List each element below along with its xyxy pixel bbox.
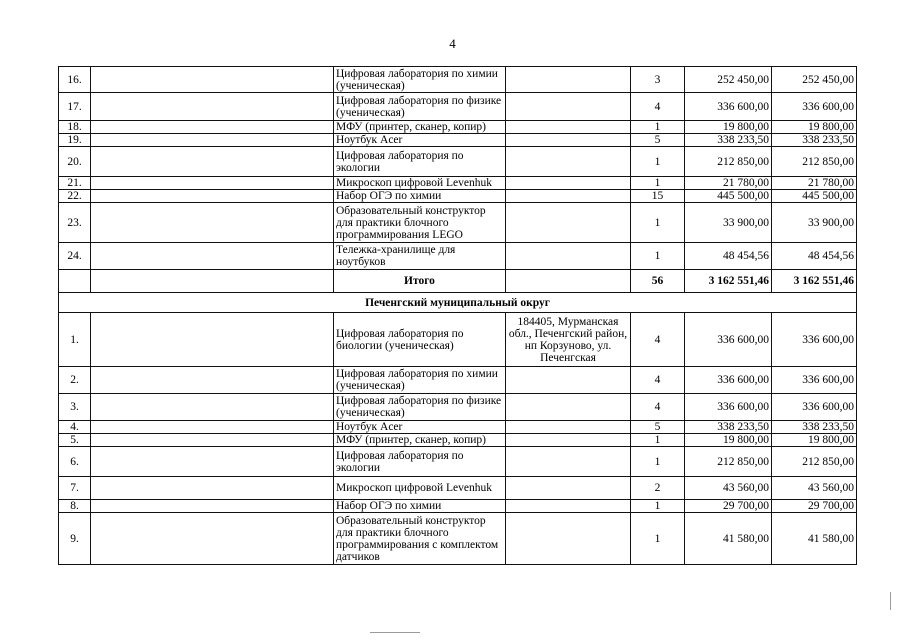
item-sum: 336 600,00 [772,93,857,121]
item-price: 338 233,50 [685,421,772,434]
item-price: 33 900,00 [685,203,772,243]
item-quantity: 4 [631,93,685,121]
table-row [59,367,857,394]
empty-cell [506,434,631,447]
empty-cell [506,447,631,477]
item-sum: 41 580,00 [772,513,857,565]
item-price: 338 233,50 [685,134,772,147]
item-quantity: 5 [631,134,685,147]
page-number: 4 [449,36,456,51]
item-quantity: 1 [631,203,685,243]
item-price: 336 600,00 [685,367,772,394]
item-price: 336 600,00 [685,93,772,121]
item-quantity: 1 [631,500,685,513]
item-name: МФУ (принтер, сканер, копир) [334,434,506,447]
item-quantity: 1 [631,243,685,270]
table-row [59,134,857,147]
item-quantity: 4 [631,367,685,394]
item-price: 252 450,00 [685,67,772,93]
empty-cell [91,367,334,394]
address-cell [506,190,631,203]
section-header-row [59,293,857,313]
item-price: 19 800,00 [685,434,772,447]
empty-cell [506,270,631,293]
item-quantity: 4 [631,313,685,367]
table-row [59,513,857,565]
item-sum: 48 454,56 [772,243,857,270]
table-row [59,394,857,421]
empty-cell [91,243,334,270]
item-sum: 212 850,00 [772,447,857,477]
empty-cell [506,513,631,565]
table-row [59,313,857,367]
item-price: 29 700,00 [685,500,772,513]
address-cell [506,243,631,270]
address-cell [506,121,631,134]
item-sum: 19 800,00 [772,121,857,134]
item-price: 21 780,00 [685,177,772,190]
address-cell [506,93,631,121]
item-sum: 336 600,00 [772,313,857,367]
empty-cell [91,477,334,500]
row-number: 2. [59,367,91,394]
item-price: 336 600,00 [685,394,772,421]
table-row [59,477,857,500]
table-row [59,190,857,203]
table-row [59,434,857,447]
row-number: 18. [59,121,91,134]
item-name: Цифровая лаборатория по химии (ученическая) [334,367,506,394]
item-name: Образовательный конструктор для практики блочного программирования LEGO [334,203,506,243]
item-name: Набор ОГЭ по химии [334,500,506,513]
row-number: 3. [59,394,91,421]
empty-cell [91,147,334,177]
address-cell [506,134,631,147]
row-number: 4. [59,421,91,434]
item-name: Ноутбук Acer [334,421,506,434]
empty-cell [91,421,334,434]
item-quantity: 1 [631,121,685,134]
row-number: 21. [59,177,91,190]
row-number: 1. [59,313,91,367]
row-number: 8. [59,500,91,513]
item-quantity: 1 [631,434,685,447]
empty-cell [91,177,334,190]
item-quantity: 4 [631,394,685,421]
row-number: 9. [59,513,91,565]
empty-cell [91,67,334,93]
item-quantity: 1 [631,177,685,190]
item-sum: 21 780,00 [772,177,857,190]
item-sum: 33 900,00 [772,203,857,243]
empty-cell [91,500,334,513]
item-sum: 338 233,50 [772,134,857,147]
item-sum: 338 233,50 [772,421,857,434]
item-sum: 29 700,00 [772,500,857,513]
item-sum: 336 600,00 [772,394,857,421]
empty-cell [59,270,91,293]
empty-cell [91,190,334,203]
item-price: 212 850,00 [685,447,772,477]
item-sum: 445 500,00 [772,190,857,203]
item-name: Микроскоп цифровой Levenhuk [334,177,506,190]
address-cell [506,177,631,190]
empty-cell [506,477,631,500]
empty-cell [91,270,334,293]
item-price: 41 580,00 [685,513,772,565]
item-price: 43 560,00 [685,477,772,500]
row-number: 5. [59,434,91,447]
item-name: Цифровая лаборатория по физике (ученическая) [334,93,506,121]
item-name: Цифровая лаборатория по биологии (ученическая) [334,313,506,367]
empty-cell [91,134,334,147]
item-sum: 19 800,00 [772,434,857,447]
empty-cell [91,434,334,447]
table-row [59,243,857,270]
item-quantity: 1 [631,513,685,565]
row-number: 22. [59,190,91,203]
row-number: 19. [59,134,91,147]
table-row [59,203,857,243]
item-name: МФУ (принтер, сканер, копир) [334,121,506,134]
total-sum: 3 162 551,46 [772,270,857,293]
item-price: 19 800,00 [685,121,772,134]
total-price: 3 162 551,46 [685,270,772,293]
empty-cell [506,421,631,434]
address-cell [506,67,631,93]
empty-cell [506,394,631,421]
item-price: 336 600,00 [685,313,772,367]
item-name: Микроскоп цифровой Levenhuk [334,477,506,500]
address-cell [506,203,631,243]
item-name: Цифровая лаборатория по химии (ученическая) [334,67,506,93]
empty-cell [91,513,334,565]
item-price: 445 500,00 [685,190,772,203]
total-label: Итого [334,270,506,293]
row-number: 17. [59,93,91,121]
row-number: 6. [59,447,91,477]
item-name: Цифровая лаборатория по экологии [334,447,506,477]
row-number: 20. [59,147,91,177]
empty-cell [506,367,631,394]
item-price: 48 454,56 [685,243,772,270]
item-sum: 252 450,00 [772,67,857,93]
empty-cell [91,121,334,134]
total-quantity: 56 [631,270,685,293]
scan-edge-mark [890,592,891,610]
item-sum: 336 600,00 [772,367,857,394]
total-row [59,270,857,293]
empty-cell [91,394,334,421]
table-row [59,67,857,93]
item-sum: 43 560,00 [772,477,857,500]
item-name: Цифровая лаборатория по экологии [334,147,506,177]
row-number: 23. [59,203,91,243]
address-cell [506,147,631,177]
equipment-table [58,66,857,565]
item-name: Образовательный конструктор для практики блочного программирования с комплектом датчиков [334,513,506,565]
item-quantity: 5 [631,421,685,434]
item-name: Набор ОГЭ по химии [334,190,506,203]
row-number: 7. [59,477,91,500]
table-row [59,147,857,177]
empty-cell [91,93,334,121]
table-row [59,177,857,190]
item-quantity: 3 [631,67,685,93]
table-row [59,93,857,121]
table-row [59,121,857,134]
item-quantity: 2 [631,477,685,500]
item-quantity: 1 [631,147,685,177]
address-cell: 184405, Мурманская обл., Печенгский район, нп Корзуново, ул. Печенгская [506,313,631,367]
table-row [59,500,857,513]
row-number: 16. [59,67,91,93]
item-sum: 212 850,00 [772,147,857,177]
row-number: 24. [59,243,91,270]
section-title: Печенгский муниципальный округ [59,293,857,313]
item-name: Ноутбук Acer [334,134,506,147]
table-row [59,447,857,477]
table-row [59,421,857,434]
item-name: Тележка-хранилище для ноутбуков [334,243,506,270]
empty-cell [506,500,631,513]
item-quantity: 15 [631,190,685,203]
item-name: Цифровая лаборатория по физике (ученическая) [334,394,506,421]
empty-cell [91,313,334,367]
item-quantity: 1 [631,447,685,477]
item-price: 212 850,00 [685,147,772,177]
empty-cell [91,203,334,243]
scan-bottom-mark [370,632,420,633]
empty-cell [91,447,334,477]
